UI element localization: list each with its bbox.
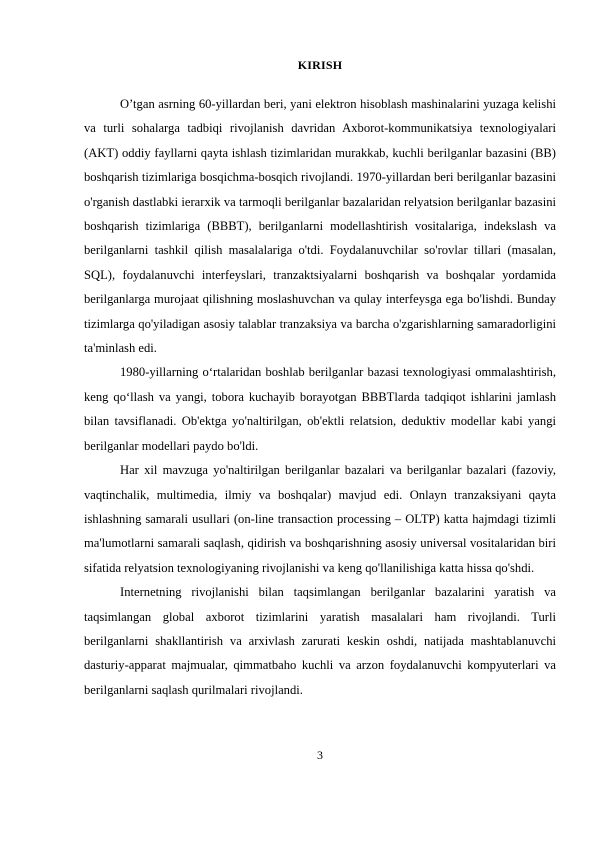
body-text bbox=[84, 92, 556, 702]
page-number: 3 bbox=[317, 748, 323, 762]
paragraph-4: Internetning rivojlanishi bilan taqsimlangan berilganlar bazalarini yaratish va taqsimlangan global axborot tizimlarini yaratish masalalari ham rivojlandi. Turli berilganlarni shakllantirish va arxivlash zarurati keskin oshdi, natijada mashtablanuvchi dasturiy-apparat majmualar, qimmatbaho kuchli va arzon foydalanuvchi kompyuterlari va berilganlarni saqlash qurilmalari rivojlandi. bbox=[84, 585, 556, 697]
paragraph-3: Har xil mavzuga yo'naltirilgan berilganlar bazalari va berilganlar bazalari (fazoviy, vaqtinchalik, multimedia, ilmiy va boshqalar) mavjud edi. Onlayn tranzaksiyani qayta ishlashning samarali usullari (on-line transaction processing – OLTP) katta hajmdagi tizimli ma'lumotlarni samarali saqlash, qidirish va boshqarishning asosiy universal vositalaridan biri sifatida relyatsion texnologiyaning rivojlanishi va keng qo'llanilishiga katta hissa qo'shdi. bbox=[84, 463, 556, 575]
paragraph-1: O’tgan asrning 60-yillardan beri, yani elektron hisoblash mashinalarini yuzaga kelishi va turli sohalarga tadbiqi rivojlanish davridan Axborot-kommunikatsiya texnologiyalari (AKT) oddiy fayllarni qayta ishlash tizimlaridan murakkab, kuchli berilganlar bazasini (BB) boshqarish tizimlariga bosqichma-bosqich rivojlandi. 1970-yillardan beri berilganlar bazasini o'rganish dastlabki ierarxik va tarmoqli berilganlar bazalaridan relyatsion berilganlar bazasini boshqarish tizimlariga (BBBT), berilganlarni modellashtirish vositalariga, indekslash va berilganlarni tashkil qilish masalalariga o'tdi. Foydalanuvchilar so'rovlar tillari (masalan, SQL), foydalanuvchi interfeyslari, tranzaktsiyalarni boshqarish va boshqalar yordamida berilganlarga murojaat qilishning moslashuvchan va qulay interfeysga ega bo'lishdi. Bunday tizimlarga qo'yiladigan asosiy talablar tranzaksiya va barcha o'zgarishlarning samaradorligini ta'minlash edi. bbox=[84, 97, 556, 356]
page-title: KIRISH bbox=[297, 58, 343, 72]
paragraph-2: 1980-yillarning o‘rtalaridan boshlab berilganlar bazasi texnologiyasi ommalashtirish, keng qo‘llash va yangi, tobora kuchayib borayotgan BBBTlarda tadqiqot ishlarini jamlash bilan tavsiflanadi. Ob'ektga yo'naltirilgan, ob'ektli relatsion, deduktiv modellar kabi yangi berilganlar modellari paydo bo'ldi. bbox=[84, 365, 556, 453]
